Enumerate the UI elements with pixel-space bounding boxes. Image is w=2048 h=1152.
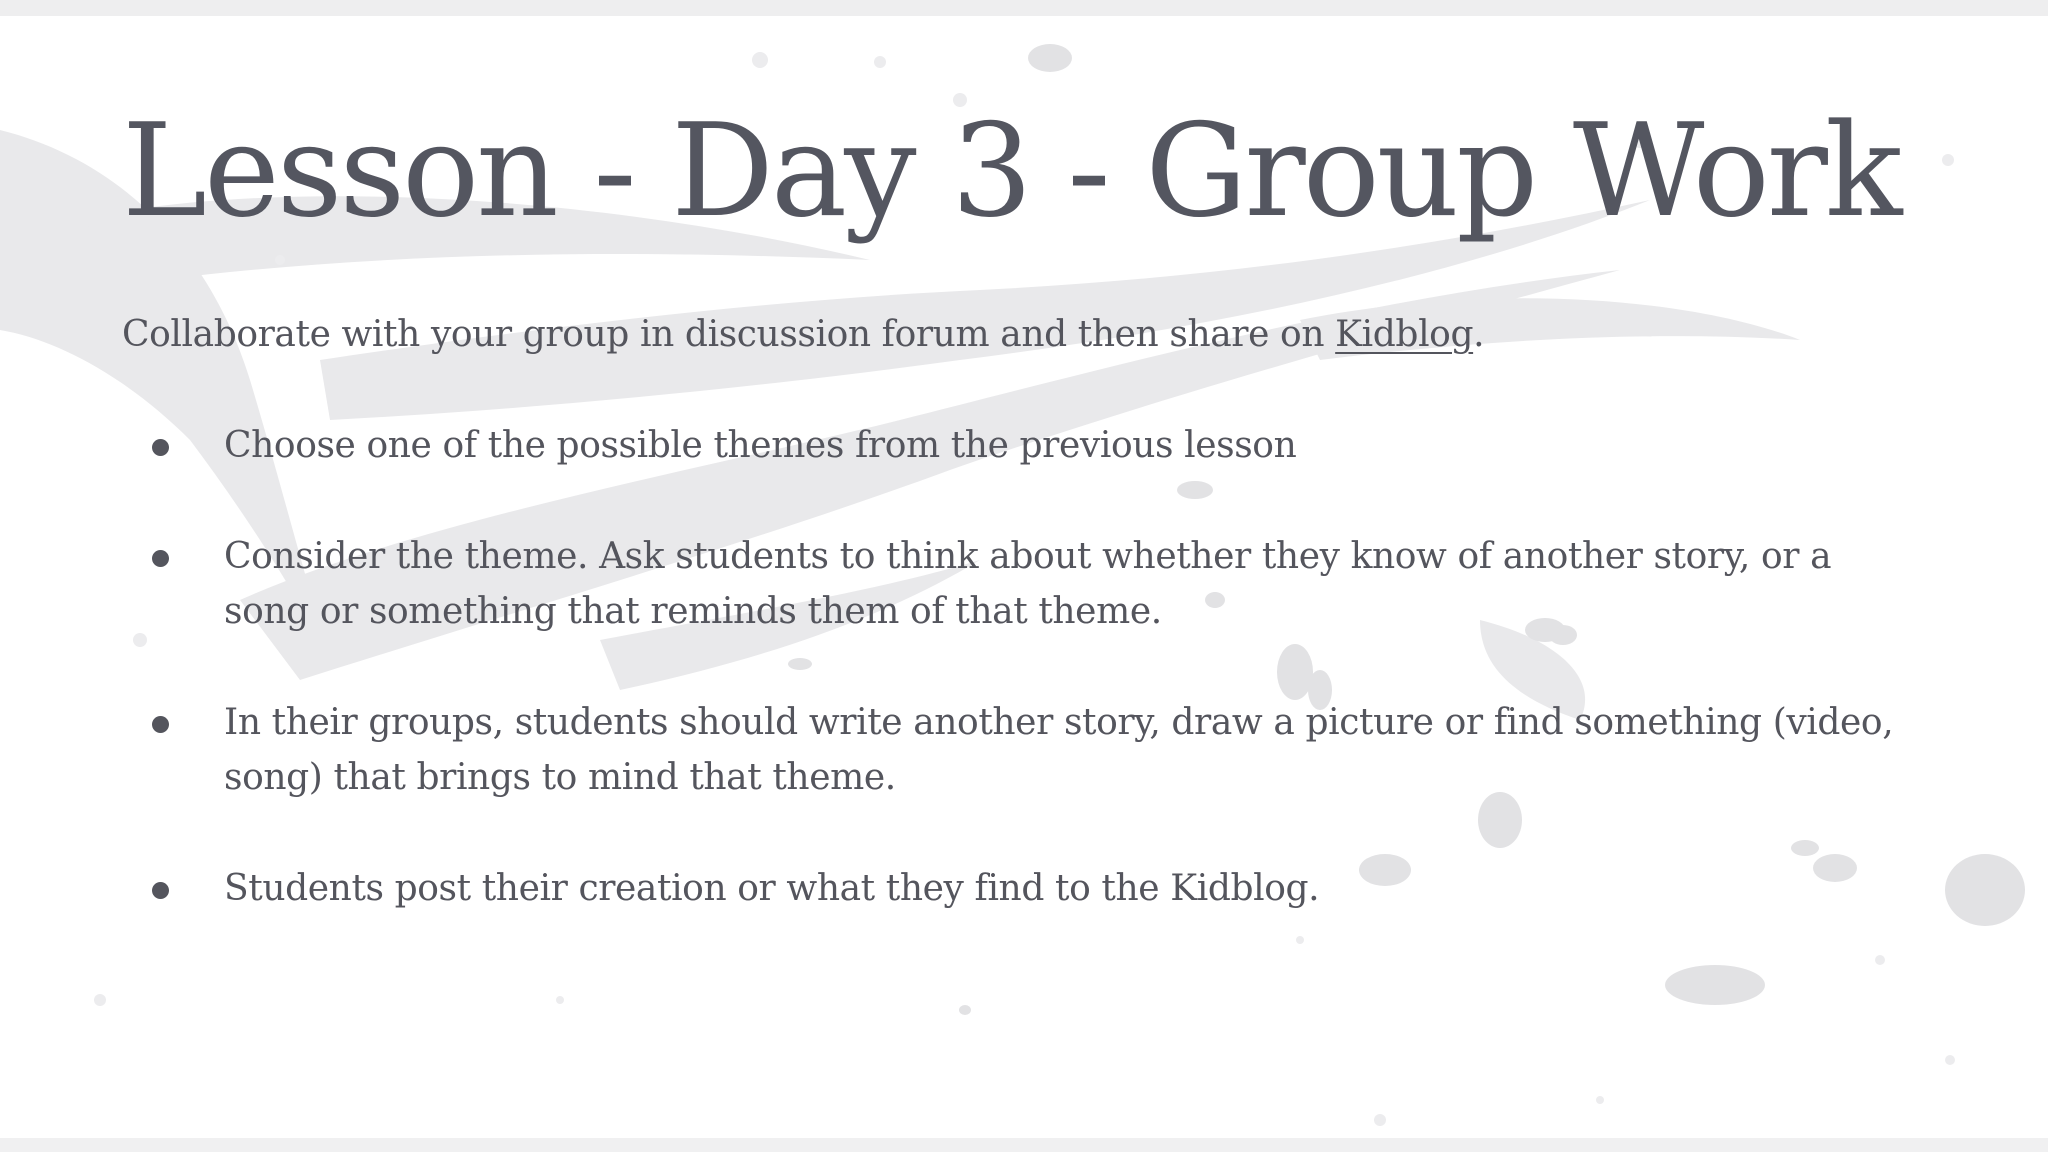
bullet-item bbox=[142, 695, 1902, 805]
bullet-list bbox=[142, 418, 1902, 972]
intro-period: . bbox=[1473, 314, 1485, 355]
bullet-dot-icon bbox=[152, 439, 169, 456]
intro-text: Collaborate with your group in discussion forum and then share on bbox=[122, 314, 1336, 355]
bullet-text: Consider the theme. Ask students to think about whether they know of another story, or a song or something that reminds them of that theme. bbox=[224, 536, 1832, 632]
bullet-text: In their groups, students should write another story, draw a picture or find something (video, song) that brings to mind that theme. bbox=[224, 702, 1894, 798]
bullet-text: Students post their creation or what they find to the Kidblog. bbox=[224, 868, 1320, 909]
intro-paragraph bbox=[122, 308, 1484, 362]
bullet-item bbox=[142, 529, 1902, 639]
bullet-dot-icon bbox=[152, 550, 169, 567]
bullet-dot-icon bbox=[152, 882, 169, 899]
bullet-dot-icon bbox=[152, 716, 169, 733]
slide-title: Lesson - Day 3 - Group Work bbox=[122, 97, 1900, 246]
bullet-text: Choose one of the possible themes from the previous lesson bbox=[224, 425, 1297, 466]
kidblog-link[interactable]: Kidblog bbox=[1335, 314, 1474, 355]
bullet-item bbox=[142, 418, 1902, 473]
bullet-item bbox=[142, 861, 1902, 916]
